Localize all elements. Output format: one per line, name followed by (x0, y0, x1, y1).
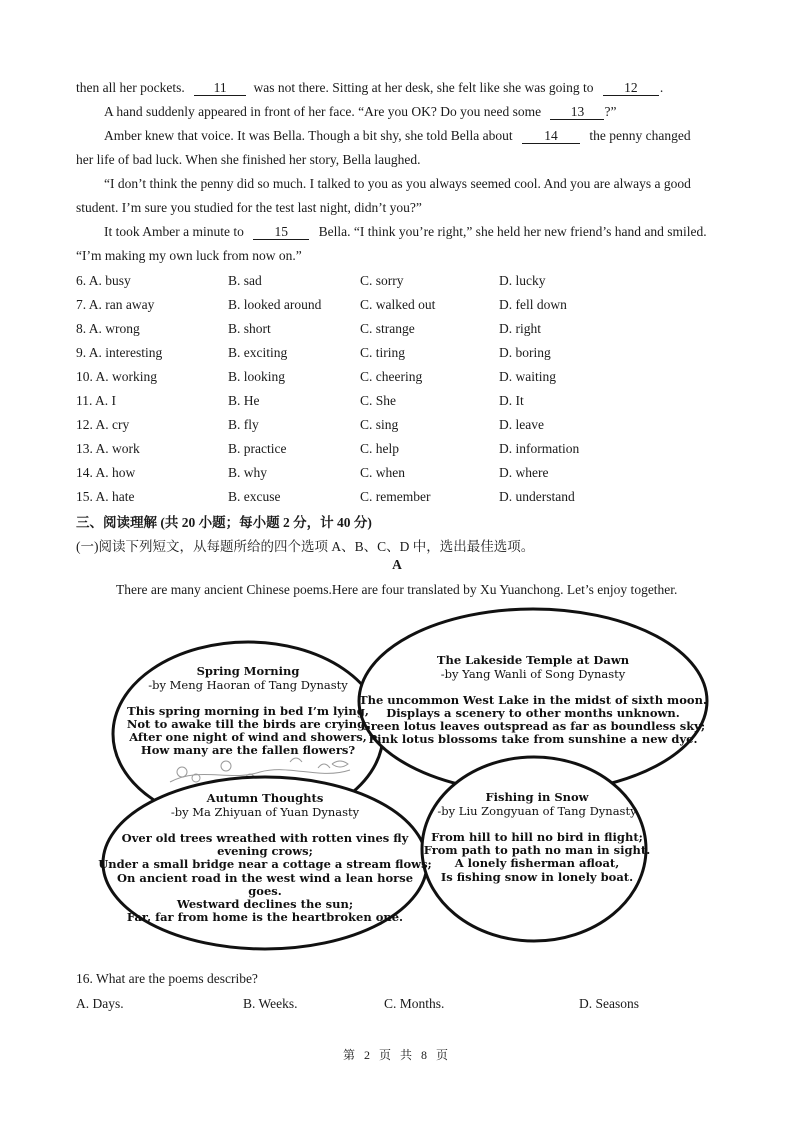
passage-line-6: student. I’m sure you studied for the test last night, didn’t you?” (76, 200, 422, 215)
section-heading: 三、阅读理解 (共 20 小题；每小题 2 分，计 40 分) (76, 515, 372, 530)
option-11c: C. She (360, 393, 397, 408)
option-12a: 12. A. cry (76, 417, 130, 432)
question-16-option-b: B. Weeks. (243, 996, 298, 1011)
passage-text: then all her pockets. (76, 80, 185, 95)
option-8b: B. short (228, 321, 271, 336)
passage-text: . (659, 80, 664, 95)
option-10c: C. cheering (360, 369, 423, 384)
option-6c: C. sorry (360, 273, 404, 288)
option-13b: B. practice (228, 441, 287, 456)
poem-line: goes. (248, 884, 282, 898)
blank-14: 14 (522, 128, 580, 144)
passage-text: Bella. “I think you’re right,” she held her new friend’s hand and smiled. (318, 224, 707, 239)
passage-line-8: “I’m making my own luck from now on.” (76, 248, 302, 263)
passage-text: was not there. Sitting at her desk, she felt like she was going to (253, 80, 594, 95)
poem-author-spring: -by Meng Haoran of Tang Dynasty (148, 678, 348, 692)
option-9b: B. exciting (228, 345, 288, 360)
poem-line: Is fishing snow in lonely boat. (440, 870, 634, 884)
poem-author-autumn: -by Ma Zhiyuan of Yuan Dynasty (170, 805, 360, 819)
option-12c: C. sing (360, 417, 399, 432)
poem-title-spring: Spring Morning (196, 664, 300, 678)
page-number: 第 2 页 共 8 页 (342, 1048, 451, 1062)
poem-line: Pink lotus blossoms take from sunshine a new dye. (368, 732, 698, 746)
passage-text: the penny changed (589, 128, 691, 143)
poem-author-lakeside: -by Yang Wanli of Song Dynasty (440, 667, 626, 681)
option-15b: B. excuse (228, 489, 281, 504)
poem-line: Far, far from home is the heartbroken one. (126, 910, 404, 924)
poem-line: Displays a scenery to other months unknown. (386, 706, 680, 720)
poem-title-autumn: Autumn Thoughts (206, 791, 324, 805)
option-9c: C. tiring (360, 345, 406, 360)
poem-title-fishing: Fishing in Snow (485, 790, 589, 804)
question-16-option-c: C. Months. (384, 996, 445, 1011)
section-instruction: (一)阅读下列短文，从每题所给的四个选项 A、B、C、D 中，选出最佳选项。 (76, 539, 535, 554)
question-16-stem: 16. What are the poems describe? (76, 971, 258, 986)
blank-15: 15 (253, 224, 309, 240)
passage-text: Amber knew that voice. It was Bella. Though a bit shy, she told Bella about (104, 128, 513, 143)
option-9d: D. boring (499, 345, 551, 360)
option-8d: D. right (499, 321, 541, 336)
blank-13: 13 (550, 104, 604, 120)
option-14a: 14. A. how (76, 465, 136, 480)
option-7d: D. fell down (499, 297, 567, 312)
option-14c: C. when (360, 465, 405, 480)
passage-line-2 (104, 103, 616, 121)
question-16-option-d: D. Seasons (579, 996, 639, 1011)
passage-line-5: “I don’t think the penny did so much. I talked to you as you always seemed cool. And you are always a good (104, 176, 691, 191)
option-8c: C. strange (360, 321, 415, 336)
passage-line-3 (104, 127, 691, 145)
poem-line: On ancient road in the west wind a lean horse (116, 871, 414, 885)
poem-line: Westward declines the sun; (176, 897, 354, 911)
option-11a: 11. A. I (76, 393, 116, 408)
option-15c: C. remember (360, 489, 431, 504)
passage-line-1 (76, 79, 663, 97)
poem-author-fishing: -by Liu Zongyuan of Tang Dynasty (437, 804, 637, 818)
option-13a: 13. A. work (76, 441, 140, 456)
passage-intro: There are many ancient Chinese poems.Here are four translated by Xu Yuanchong. Let’s enjoy together. (116, 582, 678, 597)
passage-text: ?” (604, 104, 617, 119)
poem-line: From path to path no man in sight. (423, 843, 651, 857)
passage-text: It took Amber a minute to (104, 224, 244, 239)
passage-line-7 (104, 223, 707, 241)
option-13d: D. information (499, 441, 580, 456)
poem-line: A lonely fisherman afloat, (454, 856, 620, 870)
poem-line: Over old trees wreathed with rotten vines fly (121, 831, 409, 845)
option-11b: B. He (228, 393, 260, 408)
option-7c: C. walked out (360, 297, 436, 312)
option-8a: 8. A. wrong (76, 321, 140, 336)
poem-line: This spring morning in bed I’m lying, (127, 704, 369, 718)
poem-line: From hill to hill no bird in flight; (431, 830, 643, 844)
passage-letter: A (392, 557, 402, 572)
option-7b: B. looked around (228, 297, 322, 312)
option-6a: 6. A. busy (76, 273, 131, 288)
option-14b: B. why (228, 465, 268, 480)
poem-line: Not to awake till the birds are crying. (126, 717, 370, 731)
blank-11: 11 (194, 80, 246, 96)
poem-line: How many are the fallen flowers? (140, 743, 356, 757)
option-10d: D. waiting (499, 369, 556, 384)
option-9a: 9. A. interesting (76, 345, 163, 360)
poem-diagram (0, 606, 794, 966)
poem-title-lakeside: The Lakeside Temple at Dawn (436, 653, 630, 667)
passage-line-4: her life of bad luck. When she finished her story, Bella laughed. (76, 152, 421, 167)
option-10b: B. looking (228, 369, 286, 384)
option-6b: B. sad (228, 273, 262, 288)
poem-line: The uncommon West Lake in the midst of sixth moon. (359, 693, 707, 707)
poem-line: Under a small bridge near a cottage a stream flows; (98, 857, 432, 871)
option-12b: B. fly (228, 417, 259, 432)
option-15a: 15. A. hate (76, 489, 135, 504)
option-7a: 7. A. ran away (76, 297, 155, 312)
option-6d: D. lucky (499, 273, 546, 288)
option-10a: 10. A. working (76, 369, 157, 384)
option-14d: D. where (499, 465, 549, 480)
option-12d: D. leave (499, 417, 544, 432)
option-13c: C. help (360, 441, 399, 456)
passage-text: A hand suddenly appeared in front of her face. “Are you OK? Do you need some (104, 104, 542, 119)
poem-line: evening crows; (217, 844, 313, 858)
poem-line: After one night of wind and showers, (129, 730, 367, 744)
poem-line: Green lotus leaves outspread as far as boundless sky; (360, 719, 706, 733)
question-16-option-a: A. Days. (76, 996, 124, 1011)
blank-12: 12 (603, 80, 659, 96)
option-15d: D. understand (499, 489, 575, 504)
option-11d: D. It (499, 393, 524, 408)
